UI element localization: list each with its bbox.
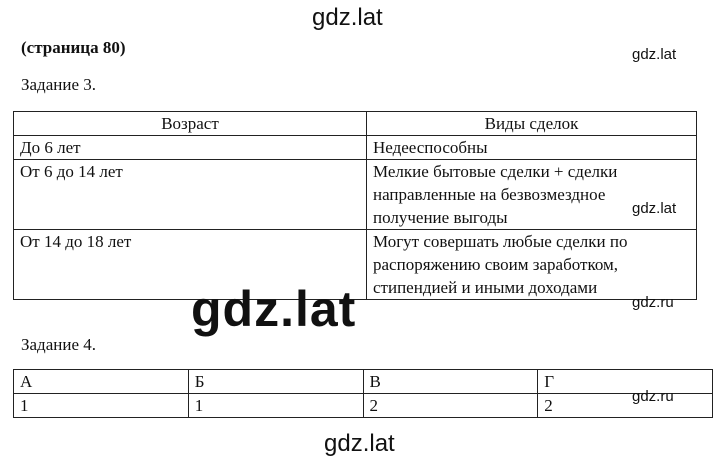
header-age: Возраст [14,112,367,136]
watermark-right: gdz.lat [632,46,677,63]
table-header-row [14,112,697,136]
watermark-top: gdz.lat [312,4,383,31]
task4-table [13,369,713,418]
answer-g: 2 [538,394,713,418]
deals-cell: Мелкие бытовые сделки + сделки направленные на безвозмездное получение выгоды [367,160,697,230]
watermark-ru: gdz.ru [632,294,674,311]
header-b: Б [188,370,363,394]
table-row [14,160,697,230]
table-header-row [14,370,713,394]
header-deals: Виды сделок [367,112,697,136]
deals-cell: Недееспособны [367,136,697,160]
watermark-bottom: gdz.lat [324,430,395,457]
page-heading: (страница 80) [21,38,126,57]
watermark-ru-bottom: gdz.ru [632,388,674,405]
age-cell: От 6 до 14 лет [14,160,367,230]
age-cell: До 6 лет [14,136,367,160]
age-cell: От 14 до 18 лет [14,230,367,300]
header-v: В [363,370,538,394]
watermark-big: gdz.lat [191,281,357,337]
answer-a: 1 [14,394,189,418]
task4-label: Задание 4. [21,335,96,354]
watermark-right-middle: gdz.lat [632,200,677,217]
header-g: Г [538,370,713,394]
answer-b: 1 [188,394,363,418]
deals-cell: Могут совершать любые сделки по распоряжению своим заработком, стипендией и иными доходами [367,230,697,300]
table-row [14,394,713,418]
answer-v: 2 [363,394,538,418]
table-row [14,136,697,160]
task3-table [13,111,697,300]
header-a: А [14,370,189,394]
task3-label: Задание 3. [21,75,96,94]
